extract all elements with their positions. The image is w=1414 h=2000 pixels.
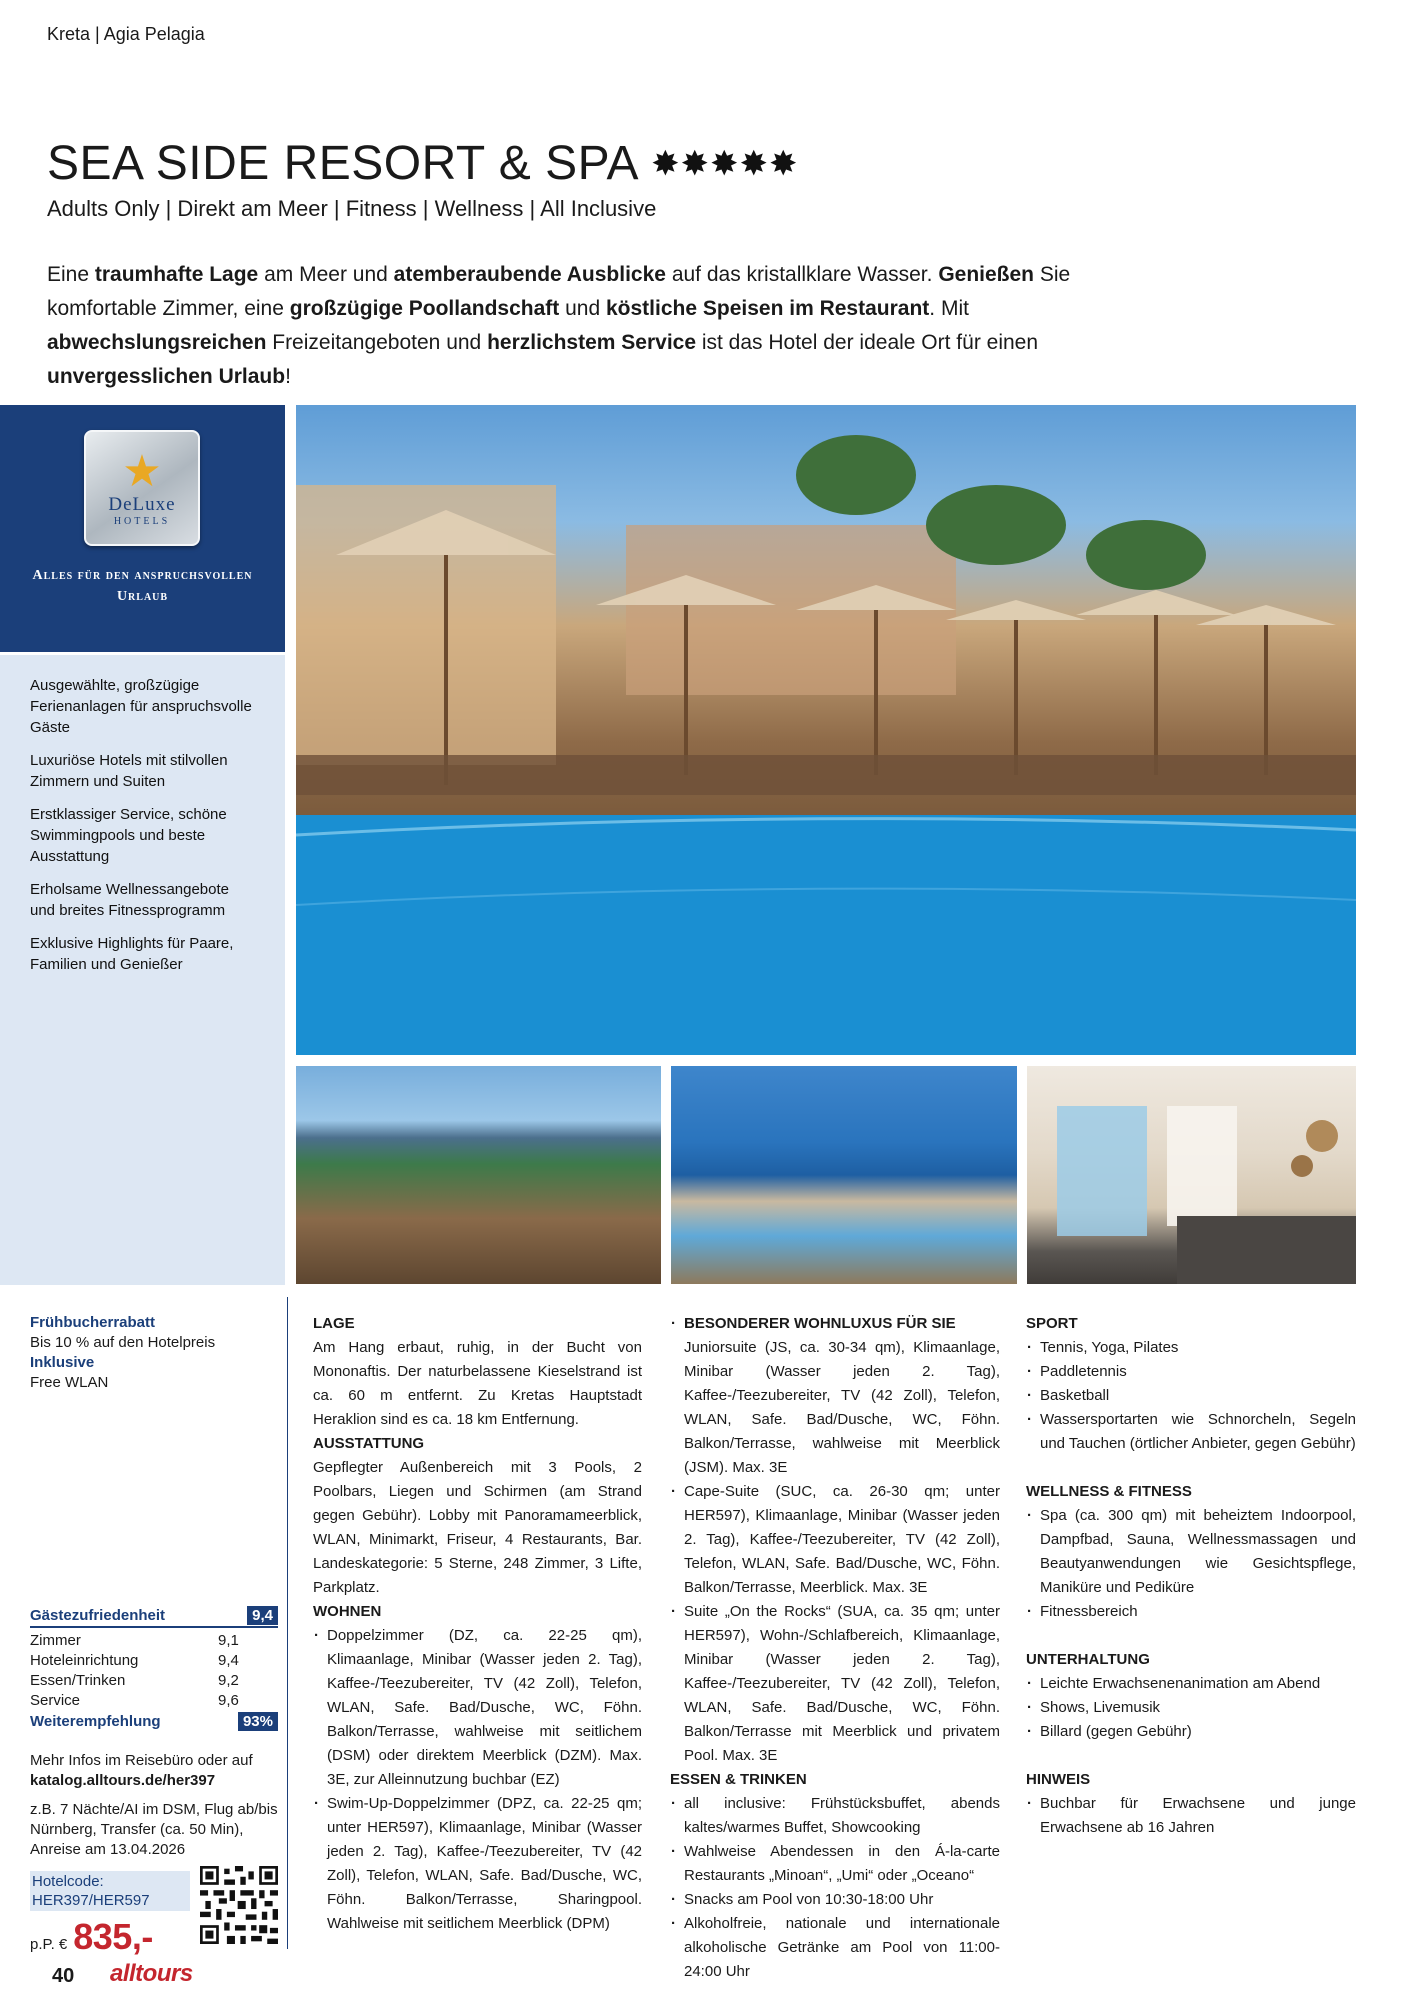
intro-segment: atemberaubende Ausblicke	[393, 263, 666, 286]
hinweis-list	[1026, 1792, 1356, 1840]
intro-text	[47, 258, 1177, 394]
rating-label: Hoteleinrichtung	[30, 1652, 139, 1669]
list-item: · Leichte Erwachsenenanimation am Abend	[1026, 1672, 1356, 1696]
inclusive-label: Inklusive	[30, 1354, 95, 1371]
list-item: · Alkoholfreie, nationale und internationale alkoholische Getränke am Pool von 11:00-24:00 Uhr	[670, 1912, 1000, 1984]
feature-item: Ausgewählte, großzügige Ferienanlagen für anspruchsvolle Gäste	[30, 677, 252, 736]
section-title-wellness: WELLNESS & FITNESS	[1026, 1483, 1192, 1500]
list-item: · Wassersportarten wie Schnorcheln, Segeln und Tauchen (örtlicher Anbieter, gegen Gebühr)	[1026, 1408, 1356, 1456]
list-item: · Spa (ca. 300 qm) mit beheiztem Indoorpool, Dampfbad, Sauna, Wellnessmassagen und Beautyanwendungen wie Gesichtspflege, Maniküre und Pediküre	[1026, 1504, 1356, 1600]
hotelcode-value: HER397/HER597	[32, 1892, 150, 1909]
breadcrumb: Kreta | Agia Pelagia	[47, 24, 205, 44]
rating-row	[30, 1651, 278, 1671]
price	[30, 1916, 153, 1958]
star-rating-icon: ✸✸✸✸✸	[651, 144, 799, 183]
earlybird-label: Frühbucherrabatt	[30, 1314, 156, 1331]
wohnluxus-items-more	[670, 1480, 1000, 1768]
section-title-unterhaltung: UNTERHALTUNG	[1026, 1651, 1150, 1668]
rating-label: Zimmer	[30, 1632, 81, 1649]
column-1	[313, 1312, 642, 1936]
feature-item: Luxuriöse Hotels mit stilvollen Zimmern und Suiten	[30, 752, 228, 790]
intro-segment: . Mit	[929, 297, 969, 320]
list-item: Juniorsuite (JS, ca. 30-34 qm), Klimaanlage, Minibar (Wasser jeden 2. Tag), Kaffee-/Teezubereiter, TV (42 Zoll), Telefon, WLAN, Safe. Bad/Dusche, WC, Föhn. Balkon/Terrasse, wahlweise mit Meerblick (JSM). Max. 3E	[684, 1339, 1000, 1476]
section-title-wohnluxus: · BESONDERER WOHNLUXUS FÜR SIE	[670, 1312, 1000, 1336]
pool-photo-shapes	[296, 405, 1356, 1055]
wohnluxus-items	[670, 1336, 1000, 1480]
rating-label: Service	[30, 1692, 81, 1709]
feature-item: Exklusive Highlights für Paare, Familien und Genießer	[30, 935, 234, 973]
rating-value: 9,6	[218, 1692, 239, 1709]
resort-aerial-photo	[671, 1066, 1017, 1284]
essen-list	[670, 1792, 1000, 1984]
hotel-pool-photo	[296, 405, 1356, 1055]
deluxe-tagline: Alles für den anspruchsvollen Urlaub	[32, 568, 253, 604]
section-title-sport: SPORT	[1026, 1315, 1078, 1332]
section-title-hinweis: HINWEIS	[1026, 1771, 1091, 1788]
list-item: · Cape-Suite (SUC, ca. 26-30 qm; unter HER597), Klimaanlage, Minibar (Wasser jeden 2. Tag), Kaffee-/Teezubereiter, TV (42 Zoll), Telefon, WLAN, Safe. Bad/Dusche, WC, Föhn. Balkon/Terrasse, Meerblick. Max. 3E	[670, 1480, 1000, 1600]
deluxe-logo-word: DeLuxe	[108, 493, 176, 515]
intro-segment: ist das Hotel der ideale Ort für einen	[696, 331, 1039, 354]
wohnen-list	[313, 1624, 642, 1936]
section-text-ausstattung: Gepflegter Außenbereich mit 3 Pools, 2 Poolbars, Liegen und Schirmen (am Strand gegen Gebühr). Lobby mit Panoramameerblick, WLAN, Minimarkt, Friseur, 4 Restaurants, Bar. Landeskategorie: 5 Sterne, 248 Zimmer, 3 Lifte, Parkplatz.	[313, 1459, 642, 1596]
room-photo-shapes	[1027, 1066, 1356, 1284]
price-amount: 835,-	[73, 1916, 153, 1957]
rating-header	[30, 1606, 278, 1628]
intro-segment: abwechslungsreichen	[47, 331, 267, 354]
page-number: 40	[52, 1965, 75, 1987]
intro-segment: traumhafte Lage	[94, 263, 259, 286]
qr-code-icon[interactable]	[200, 1866, 278, 1944]
intro-segment: Genießen	[938, 263, 1035, 286]
list-item: · Shows, Livemusik	[1026, 1696, 1356, 1720]
guest-rating	[30, 1606, 278, 1735]
list-item: · Fitnessbereich	[1026, 1600, 1356, 1624]
price-prefix: p.P. €	[30, 1936, 68, 1953]
intro-segment: köstliche Speisen im Restaurant	[606, 297, 930, 320]
intro-segment: großzügige Poollandschaft	[289, 297, 560, 320]
unterhaltung-list	[1026, 1672, 1356, 1744]
recommend-badge: 93%	[238, 1712, 278, 1731]
intro-segment: Sie komfortable Zimmer, eine	[47, 263, 1071, 320]
list-item: · all inclusive: Frühstücksbuffet, abends kaltes/warmes Buffet, Showcooking	[670, 1792, 1000, 1840]
hotel-title	[47, 136, 799, 191]
list-item: · Wahlweise Abendessen in den Á-la-carte Restaurants „Minoan“, „Umi“ oder „Oceano“	[670, 1840, 1000, 1888]
rating-row	[30, 1691, 278, 1711]
inclusive-value: Free WLAN	[30, 1374, 109, 1391]
intro-segment: unvergesslichen Urlaub	[47, 365, 286, 388]
more-info-text: Mehr Infos im Reisebüro oder auf	[30, 1752, 253, 1769]
intro-segment: am Meer und	[258, 263, 394, 286]
list-item: · Doppelzimmer (DZ, ca. 22-25 qm), Klimaanlage, Minibar (Wasser jeden 2. Tag), Kaffee-/Teezubereiter, TV (42 Zoll), Telefon, WLAN, Safe. Bad/Dusche, WC, Föhn. Balkon/Terrasse, wahlweise mit seitlichem (DSM) oder direktem Meerblick (DZM). Max. 3E, zur Alleinnutzung buchbar (EZ)	[313, 1624, 642, 1792]
booking-info	[30, 1313, 280, 1393]
column-2	[670, 1312, 1000, 1984]
price-example: z.B. 7 Nächte/AI im DSM, Flug ab/bis Nürnberg, Transfer (ca. 50 Min), Anreise am 13.04.2026	[30, 1801, 278, 1858]
rating-row	[30, 1631, 278, 1651]
intro-segment: und	[559, 297, 606, 320]
deluxe-logo-sub: HOTELS	[113, 515, 171, 527]
section-title-essen: ESSEN & TRINKEN	[670, 1771, 807, 1788]
list-item: · Swim-Up-Doppelzimmer (DPZ, ca. 22-25 qm; unter HER597), Klimaanlage, Minibar (Wasser jeden 2. Tag), Kaffee-/Teezubereiter, TV (42 Zoll), Telefon, WLAN, Safe. Bad/Dusche, WC, Föhn. Balkon/Terrasse, Sharingpool. Wahlweise mit seitlichem Meerblick (DPM)	[313, 1792, 642, 1936]
section-title-lage: LAGE	[313, 1315, 355, 1332]
intro-segment: !	[285, 365, 291, 388]
hotelcode-box	[30, 1871, 190, 1911]
sport-list	[1026, 1336, 1356, 1456]
list-item: · Suite „On the Rocks“ (SUA, ca. 35 qm; unter HER597), Wohn-/Schlafbereich, Klimaanlage, Minibar (Wasser jeden 2. Tag), Kaffee-/Teezubereiter, TV (42 Zoll), Telefon, WLAN, Safe. Bad/Dusche, WC, Föhn. Balkon/Terrasse mit Meerblick und privatem Pool. Max. 3E	[670, 1600, 1000, 1768]
rating-value: 9,1	[218, 1632, 239, 1649]
deluxe-hotels-logo	[84, 430, 200, 546]
intro-segment: Eine	[47, 263, 95, 286]
intro-segment: herzlichstem Service	[487, 331, 697, 354]
earlybird-value: Bis 10 % auf den Hotelpreis	[30, 1334, 216, 1351]
star-icon: ★	[122, 446, 162, 496]
feature-item: Erstklassiger Service, schöne Swimmingpools und beste Ausstattung	[30, 806, 227, 865]
hotel-name: SEA SIDE RESORT & SPA	[47, 137, 640, 190]
list-item: · Snacks am Pool von 10:30-18:00 Uhr	[670, 1888, 1000, 1912]
room-interior-photo	[1027, 1066, 1356, 1284]
alltours-logo: alltours	[110, 1960, 193, 1987]
rating-label: Essen/Trinken	[30, 1672, 126, 1689]
rating-overall-badge: 9,4	[247, 1606, 278, 1625]
rating-value: 9,2	[218, 1672, 239, 1689]
list-item: · Buchbar für Erwachsene und junge Erwachsene ab 16 Jahren	[1026, 1792, 1356, 1840]
section-title-wohnen: WOHNEN	[313, 1603, 382, 1620]
wellness-list	[1026, 1504, 1356, 1624]
hotelcode-label: Hotelcode:	[32, 1873, 104, 1890]
section-title-ausstattung: AUSSTATTUNG	[313, 1435, 425, 1452]
terrace-sea-view-photo	[296, 1066, 661, 1284]
intro-segment: auf das kristallklare Wasser.	[665, 263, 939, 286]
list-item: · Tennis, Yoga, Pilates	[1026, 1336, 1356, 1360]
hotel-subtitle: Adults Only | Direkt am Meer | Fitness | Wellness | All Inclusive	[47, 196, 657, 221]
rating-title: Gästezufriedenheit	[30, 1607, 166, 1624]
column-3	[1026, 1312, 1356, 1840]
recommend-label: Weiterempfehlung	[30, 1713, 161, 1730]
feature-item: Erholsame Wellnessangebote und breites Fitnessprogramm	[30, 881, 230, 919]
list-item: · Basketball	[1026, 1384, 1356, 1408]
intro-segment: Freizeitangeboten und	[266, 331, 488, 354]
section-text-lage: Am Hang erbaut, ruhig, in der Bucht von Mononaftis. Der naturbelassene Kieselstrand ist ca. 60 m entfernt. Zu Kretas Hauptstadt Heraklion sind es ca. 18 km Entfernung.	[313, 1339, 642, 1428]
rating-value: 9,4	[218, 1652, 239, 1669]
deluxe-features	[0, 655, 285, 1285]
column-divider	[287, 1297, 288, 1949]
wohnluxus-list	[670, 1312, 1000, 1336]
more-info	[30, 1751, 280, 1791]
list-item: · Paddletennis	[1026, 1360, 1356, 1384]
list-item: · Billard (gegen Gebühr)	[1026, 1720, 1356, 1744]
recommend-row	[30, 1712, 278, 1732]
catalog-link[interactable]: katalog.alltours.de/her397	[30, 1772, 216, 1789]
rating-row	[30, 1671, 278, 1691]
